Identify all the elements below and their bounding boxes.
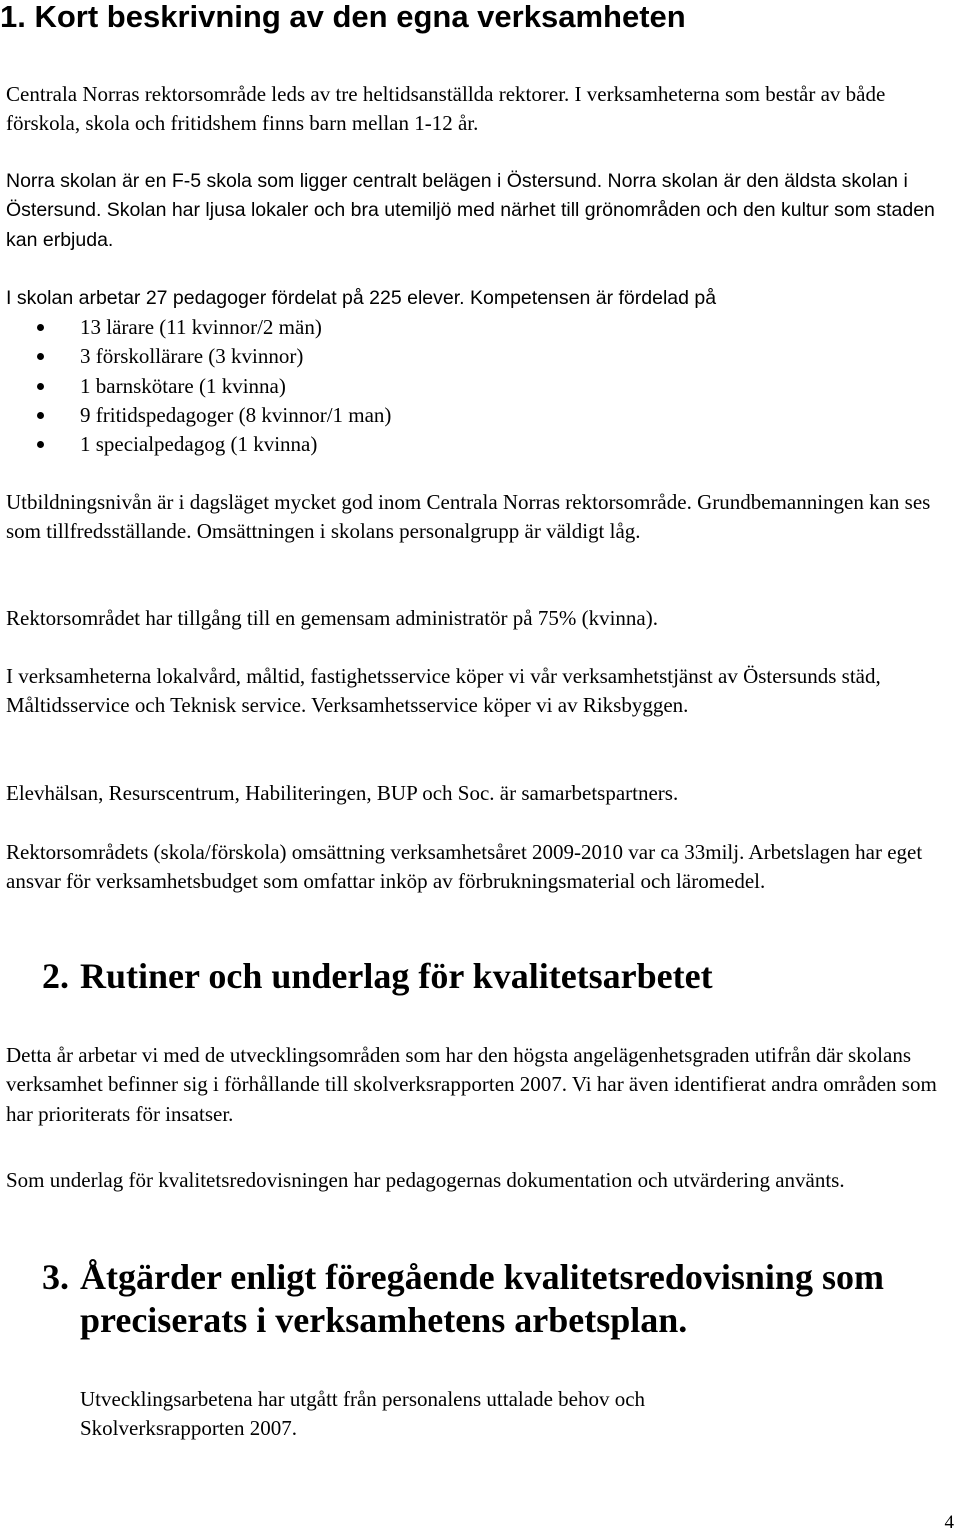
norra-skolan-paragraph: Norra skolan är en F-5 skola som ligger centralt belägen i Östersund. Norra skolan är den äldsta skolan i Östersund. Skolan har ljusa lokaler och bra utemiljö med närhet till grönområden och den kultur som staden kan erbjuda. <box>6 170 935 251</box>
list-item: 3 förskollärare (3 kvinnor) <box>6 342 391 371</box>
services-paragraph: I verksamheterna lokalvård, måltid, fastighetsservice köper vi vår verksamhetstjänst av Östersunds städ, Måltidsservice och Teknisk service. Verksamhetsservice köper vi av Riksbyggen. <box>6 664 881 718</box>
documentation-paragraph: Som underlag för kvalitetsredovisningen har pedagogernas dokumentation och utvärdering använts. <box>6 1168 845 1192</box>
partners-paragraph: Elevhälsan, Resurscentrum, Habiliteringen, BUP och Soc. är samarbetspartners. <box>6 781 679 805</box>
section-2-title: Rutiner och underlag för kvalitetsarbetet <box>80 956 713 996</box>
administrator-paragraph: Rektorsområdet har tillgång till en gemensam administratör på 75% (kvinna). <box>6 606 658 630</box>
page-number: 4 <box>944 1512 954 1533</box>
turnover-paragraph: Rektorsområdets (skola/förskola) omsättning verksamhetsåret 2009-2010 var ca 33milj. Arbetslagen har eget ansvar för verksamhetsbudget som omfattar inköp av förbrukningsmaterial och läromedel. <box>6 840 923 894</box>
staff-list <box>6 313 391 459</box>
development-work-paragraph: Utvecklingsarbetena har utgått från personalens uttalade behov och Skolverksrapporten 2007. <box>80 1387 646 1441</box>
intro-paragraph: Centrala Norras rektorsområde leds av tre heltidsanställda rektorer. I verksamheterna som består av både förskola, skola och fritidshem finns barn mellan 1-12 år. <box>6 82 886 136</box>
bullet-icon <box>37 441 44 448</box>
education-level-paragraph: Utbildningsnivån är i dagsläget mycket god inom Centrala Norras rektorsområde. Grundbemanningen kan ses som tillfredsställande. Omsättningen i skolans personalgrupp är väldigt låg. <box>6 490 931 544</box>
list-item: 1 barnskötare (1 kvinna) <box>6 372 391 401</box>
section-3-title-line-1: Åtgärder enligt föregående kvalitetsredovisning som <box>80 1257 884 1297</box>
bullet-icon <box>37 353 44 360</box>
bullet-icon <box>37 383 44 390</box>
section-3-number: 3. <box>42 1257 69 1297</box>
section-1-heading: 1. Kort beskrivning av den egna verksamheten <box>0 0 686 34</box>
bullet-icon <box>37 324 44 331</box>
pedagogues-paragraph: I skolan arbetar 27 pedagoger fördelat på 225 elever. Kompetensen är fördelad på <box>6 287 717 309</box>
list-item: 9 fritidspedagoger (8 kvinnor/1 man) <box>6 401 391 430</box>
list-item: 13 lärare (11 kvinnor/2 män) <box>6 313 391 342</box>
section-2-number: 2. <box>42 956 69 996</box>
bullet-icon <box>37 412 44 419</box>
list-item: 1 specialpedagog (1 kvinna) <box>6 430 391 459</box>
section-3-title-line-2: preciserats i verksamhetens arbetsplan. <box>80 1300 688 1340</box>
development-areas-paragraph: Detta år arbetar vi med de utvecklingsområden som har den högsta angelägenhetsgraden utifrån där skolans verksamhet befinner sig i förhållande till skolverksrapporten 2007. Vi har även identifierat andra områden som har prioriterats för insatser. <box>6 1043 937 1126</box>
